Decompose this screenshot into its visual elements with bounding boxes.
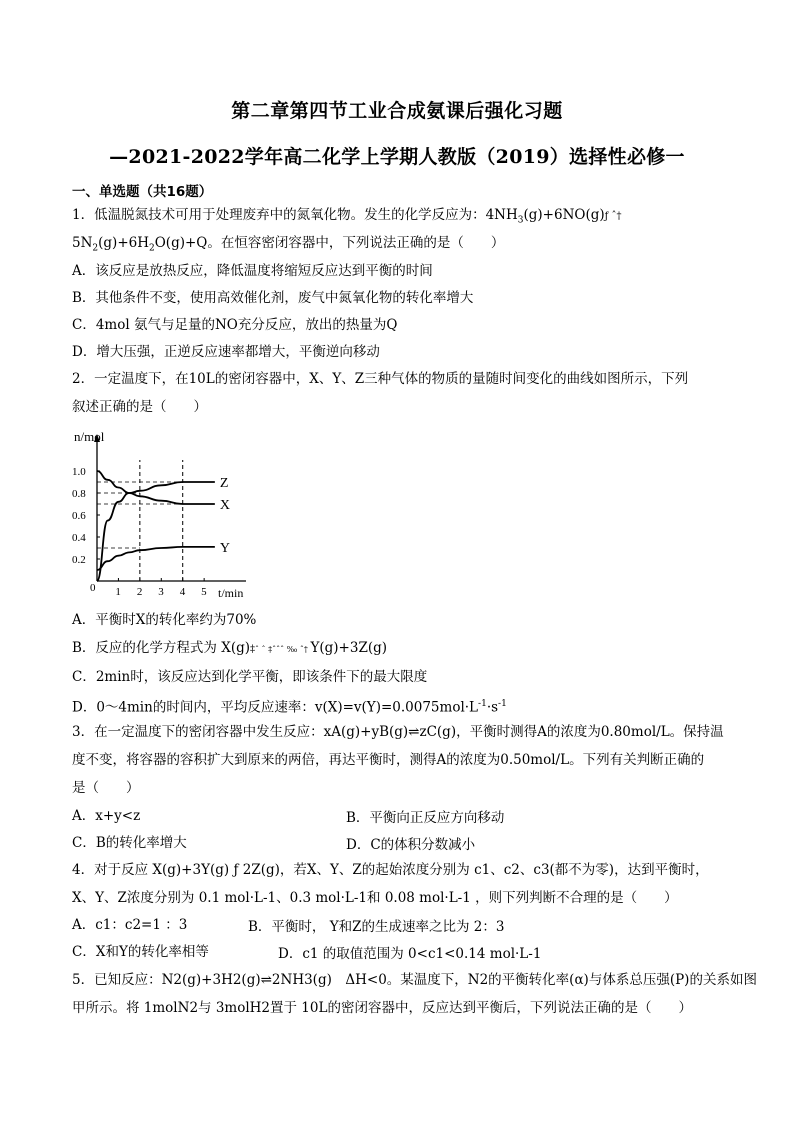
q3-option-c: C．B的转化率增大 [72, 835, 187, 851]
y-tick-label: 0.8 [72, 488, 86, 500]
y-tick-label: 0.4 [72, 532, 86, 544]
q4-option-a: A．c1：c2=1 ：3 [72, 917, 188, 933]
q2-option-b: B．反应的化学方程式为 X(g)‡ˆ ˆ ‡ˆˆˆ ‰ ˆ† Y(g)+3Z(g) [72, 640, 387, 656]
q2-stem-line1: 2．一定温度下，在10L的密闭容器中，X、Y、Z三种气体的物质的量随时间变化的曲线如图所示，下列 [72, 371, 689, 387]
x-tick-label: 4 [179, 586, 186, 598]
series-label-z: Z [219, 476, 229, 491]
q4-option-b: B．平衡时， Y和Z的生成速率之比为 2：3 [248, 919, 505, 935]
q1-option-c: C．4mol 氨气与足量的NO充分反应，放出的热量为Q [72, 317, 398, 333]
series-line-z [97, 482, 215, 581]
q3-stem-line2: 度不变，将容器的容积扩大到原来的两倍，再达平衡时，测得A的浓度为0.50mol/L。下列有关判断正确的 [72, 752, 705, 768]
x-tick-label: 1 [115, 586, 121, 598]
y-tick-label: 0.6 [72, 510, 86, 522]
q5-stem-line1: 5．已知反应：N2(g)+3H2(g)⇌2NH3(g) ΔH<0。某温度下，N2的平衡转化率(α)与体系总压强(P)的关系如图 [72, 972, 757, 988]
series-line-y [97, 547, 215, 570]
origin-label: 0 [90, 582, 96, 594]
page-title: 第二章第四节工业合成氨课后强化习题 [231, 100, 563, 122]
x-tick-label: 2 [136, 586, 143, 598]
q3-stem-line1: 3．在一定温度下的密闭容器中发生反应：xA(g)+yB(g)⇌zC(g)，平衡时测得A的浓度为0.80mol/L。保持温 [72, 724, 724, 740]
q3-option-b: B．平衡向正反应方向移动 [346, 810, 505, 826]
q2-option-c: C．2min时，该反应达到化学平衡，即该条件下的最大限度 [72, 669, 428, 685]
q3-option-a: A．x+y<z [72, 808, 141, 824]
page-subtitle: —2021-2022学年高二化学上学期人教版（2019）选择性必修一 [109, 146, 685, 168]
x-axis-label: t/min [218, 586, 244, 600]
q2-stem-line2: 叙述正确的是（ ） [72, 399, 207, 415]
q4-option-d: D．c1 的取值范围为 0<c1<0.14 mol·L-1 [278, 946, 542, 962]
q3-stem-line3: 是（ ） [72, 780, 140, 796]
series-label-y: Y [219, 540, 230, 556]
q2-chart [70, 426, 260, 602]
section-heading: 一、单选题（共16题） [72, 184, 213, 200]
q1-option-a: A．该反应是放热反应，降低温度将缩短反应达到平衡的时间 [72, 263, 433, 279]
series-label-x: X [219, 498, 230, 513]
q4-stem-line1: 4．对于反应 X(g)+3Y(g) ƒ 2Z(g)，若X、Y、Z的起始浓度分别为 c1、c2、c3(都不为零)，达到平衡时， [72, 862, 709, 878]
x-tick-label: 3 [158, 586, 164, 598]
q4-option-c: C．X和Y的转化率相等 [72, 944, 209, 960]
chart-svg [70, 426, 260, 602]
x-tick-label: 5 [201, 586, 207, 598]
q4-stem-line2: X、Y、Z浓度分别为 0.1 mol·L-1、0.3 mol·L-1和 0.08 mol·L-1 ，则下列判断不合理的是（ ） [72, 890, 678, 906]
q1-option-b: B．其他条件不变，使用高效催化剂，废气中氮氧化物的转化率增大 [72, 290, 474, 306]
y-tick-label: 1.0 [72, 466, 86, 478]
y-tick-label: 0.2 [72, 554, 86, 566]
q5-stem-line2: 甲所示。将 1molN2与 3molH2置于 10L的密闭容器中，反应达到平衡后，下列说法正确的是（ ） [72, 1000, 692, 1016]
q3-option-d: D．C的体积分数减小 [346, 837, 476, 853]
q1-option-d: D．增大压强，正逆反应速率都增大，平衡逆向移动 [72, 344, 380, 360]
q2-option-a: A．平衡时X的转化率约为70% [72, 612, 257, 628]
y-axis-label: n/mol [74, 429, 105, 444]
q1-stem-line1: 1．低温脱氮技术可用于处理废弃中的氮氧化物。发生的化学反应为：$4NH_3(g)+6NO(g)ƒ$ ˆ† [72, 207, 622, 226]
series-line-x [97, 471, 215, 504]
q2-option-d: D．0～4min的时间内，平均反应速率：$v(X)=v(Y)=0.0075mol\cdot L^{-1}\cdot s^{-1}$ [72, 699, 507, 716]
q1-stem-line2: $5N_2(g)+6H_2O(g)+Q$。在恒容密闭容器中，下列说法正确的是（ ） [72, 235, 505, 254]
